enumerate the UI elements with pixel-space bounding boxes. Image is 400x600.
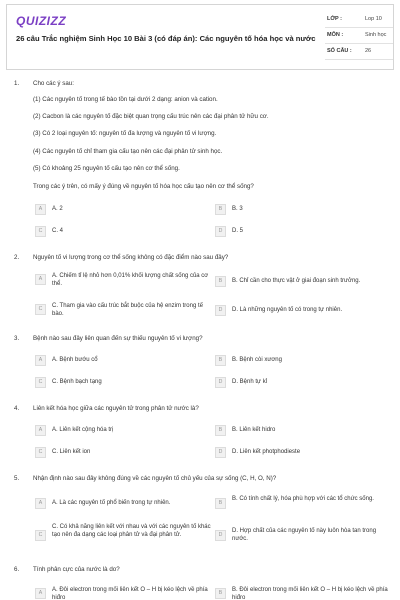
option-letter-box: B bbox=[215, 355, 226, 366]
option-letter-box: B bbox=[215, 588, 226, 599]
option-letter-box: D bbox=[215, 305, 226, 316]
question-number: 2. bbox=[14, 254, 20, 261]
option-letter-box: C bbox=[35, 447, 46, 458]
question-statement: (3) Có 2 loại nguyên tố: nguyên tố đa lượng và nguyên tố vi lượng. bbox=[33, 130, 217, 137]
info-label: SỐ CÂU : bbox=[327, 48, 352, 54]
option-letter-box: A bbox=[35, 425, 46, 436]
question-statement: (5) Có khoảng 25 nguyên tố cấu tạo nên cơ thể sống. bbox=[33, 165, 180, 172]
option-text: C. Tham gia vào cấu trúc bắt buộc của hệ enzim trong tế bào. bbox=[52, 303, 203, 317]
quiz-header bbox=[6, 4, 394, 70]
question-text: Tính phân cực của nước là do? bbox=[33, 566, 120, 573]
option-text: A. Là các nguyên tố phổ biến trong tự nhiên. bbox=[52, 500, 171, 506]
option-text: D. Bệnh tự kỉ bbox=[232, 379, 268, 385]
answer-option-a[interactable] bbox=[35, 498, 215, 512]
option-letter-box: A bbox=[35, 274, 46, 285]
question-prompt: Trong các ý trên, có mấy ý đúng về nguyên tố hóa học cấu tạo nên cơ thể sống? bbox=[33, 183, 254, 190]
option-text: C. 4 bbox=[52, 228, 64, 234]
option-letter-box: A bbox=[35, 588, 46, 599]
option-text: A. Đôi electron trong mối liên kết O – H bị kéo lệch về phía hiđro bbox=[52, 587, 208, 600]
answer-option-b[interactable] bbox=[215, 204, 395, 218]
option-text: B. 3 bbox=[232, 206, 243, 212]
answer-option-b[interactable] bbox=[215, 276, 395, 290]
option-letter-box: D bbox=[215, 226, 226, 237]
option-letter-box: B bbox=[215, 204, 226, 215]
answer-option-d[interactable] bbox=[215, 377, 395, 391]
option-text: B. Chỉ cần cho thực vật ở giai đoạn sinh trưởng. bbox=[232, 278, 361, 284]
answer-option-a[interactable] bbox=[35, 425, 215, 439]
option-text: A. Liên kết cộng hóa trị bbox=[52, 427, 114, 433]
quizizz-logo[interactable]: QUIZIZZ bbox=[16, 14, 67, 28]
info-value: Sinh học bbox=[365, 32, 387, 38]
answer-option-d[interactable] bbox=[215, 447, 395, 461]
answer-option-b[interactable] bbox=[215, 425, 395, 439]
answer-option-d[interactable] bbox=[215, 226, 395, 240]
question-statement: (1) Các nguyên tố trong tế bào tồn tại dưới 2 dạng: anion và cation. bbox=[33, 96, 218, 103]
info-value: 26 bbox=[365, 48, 372, 54]
question-number: 5. bbox=[14, 475, 20, 482]
option-letter-box: D bbox=[215, 530, 226, 541]
question-text: Bệnh nào sau đây liên quan đến sự thiếu nguyên tố vi lượng? bbox=[33, 335, 203, 342]
answer-option-b[interactable] bbox=[215, 585, 395, 599]
option-letter-box: B bbox=[215, 498, 226, 509]
answer-option-b[interactable] bbox=[215, 355, 395, 369]
option-text: A. 2 bbox=[52, 206, 63, 212]
option-letter-box: D bbox=[215, 377, 226, 388]
answer-option-a[interactable] bbox=[35, 585, 215, 599]
page-title: 26 câu Trắc nghiệm Sinh Học 10 Bài 3 (có đáp án): Các nguyên tố hóa học và nước bbox=[16, 34, 316, 43]
answer-option-a[interactable] bbox=[35, 204, 215, 218]
option-text: D. Là những nguyên tố có trong tự nhiên. bbox=[232, 307, 343, 313]
answer-option-b[interactable] bbox=[215, 494, 395, 508]
option-letter-box: A bbox=[35, 498, 46, 509]
question-number: 1. bbox=[14, 80, 20, 87]
question-number: 6. bbox=[14, 566, 20, 573]
info-row-count bbox=[325, 45, 393, 60]
answer-option-d[interactable] bbox=[215, 526, 395, 540]
answer-option-d[interactable] bbox=[215, 305, 395, 319]
option-letter-box: C bbox=[35, 377, 46, 388]
question-text: Liên kết hóa học giữa các nguyên tử trong phân tử nước là? bbox=[33, 405, 199, 412]
option-text: D. Hợp chất của các nguyên tố này luôn hòa tan trong nước. bbox=[232, 528, 377, 542]
option-text: C. Có khả năng liên kết với nhau và với các nguyên tố khác tạo nên đa dạng các loại phân tử và đại phân tử. bbox=[52, 524, 211, 538]
question-statement: (2) Cacbon là các nguyên tố đặc biệt quan trọng cấu trúc nên các đại phân tử hữu cơ. bbox=[33, 113, 269, 120]
question-text: Nhận định nào sau đây không đúng về các nguyên tố chủ yếu của sự sống (C, H, O, N)? bbox=[33, 475, 277, 482]
option-text: A. Chiếm tỉ lệ nhỏ hơn 0,01% khối lượng chất sống của cơ thể. bbox=[52, 273, 209, 287]
info-value: Lop 10 bbox=[365, 16, 382, 22]
option-text: C. Liên kết ion bbox=[52, 449, 91, 455]
answer-option-a[interactable] bbox=[35, 355, 215, 369]
answer-option-c[interactable] bbox=[35, 377, 215, 391]
option-letter-box: C bbox=[35, 304, 46, 315]
option-text: D. Liên kết photphodieste bbox=[232, 449, 301, 455]
question-text: Cho các ý sau: bbox=[33, 80, 74, 87]
question-number: 4. bbox=[14, 405, 20, 412]
question-number: 3. bbox=[14, 335, 20, 342]
option-letter-box: A bbox=[35, 204, 46, 215]
answer-option-c[interactable] bbox=[35, 522, 215, 536]
option-letter-box: A bbox=[35, 355, 46, 366]
option-letter-box: B bbox=[215, 425, 226, 436]
answer-option-a[interactable] bbox=[35, 271, 215, 285]
option-letter-box: C bbox=[35, 226, 46, 237]
option-text: B. Có tính chất lý, hóa phù hợp với các tổ chức sống. bbox=[232, 496, 374, 502]
option-text: A. Bệnh bướu cổ bbox=[52, 357, 98, 363]
info-row-subject bbox=[325, 29, 393, 44]
option-text: D. 5 bbox=[232, 228, 244, 234]
answer-option-c[interactable] bbox=[35, 447, 215, 461]
question-text: Nguyên tố vi lượng trong cơ thể sống không có đặc điểm nào sau đây? bbox=[33, 254, 229, 261]
option-text: B. Đôi electron trong mối liên kết O – H bị kéo lệch về phía hiđro bbox=[232, 587, 388, 600]
option-text: B. Liên kết hidro bbox=[232, 427, 276, 433]
info-label: LỚP : bbox=[327, 16, 342, 22]
answer-option-c[interactable] bbox=[35, 301, 215, 315]
info-row-class bbox=[325, 13, 393, 28]
option-letter-box: B bbox=[215, 276, 226, 287]
option-text: C. Bệnh bạch tạng bbox=[52, 379, 102, 385]
answer-option-c[interactable] bbox=[35, 226, 215, 240]
option-letter-box: C bbox=[35, 530, 46, 541]
question-statement: (4) Các nguyên tố chỉ tham gia cấu tạo nên các đại phân tử sinh học. bbox=[33, 148, 223, 155]
info-label: MÔN : bbox=[327, 32, 344, 38]
option-text: B. Bệnh còi xương bbox=[232, 357, 282, 363]
option-letter-box: D bbox=[215, 447, 226, 458]
